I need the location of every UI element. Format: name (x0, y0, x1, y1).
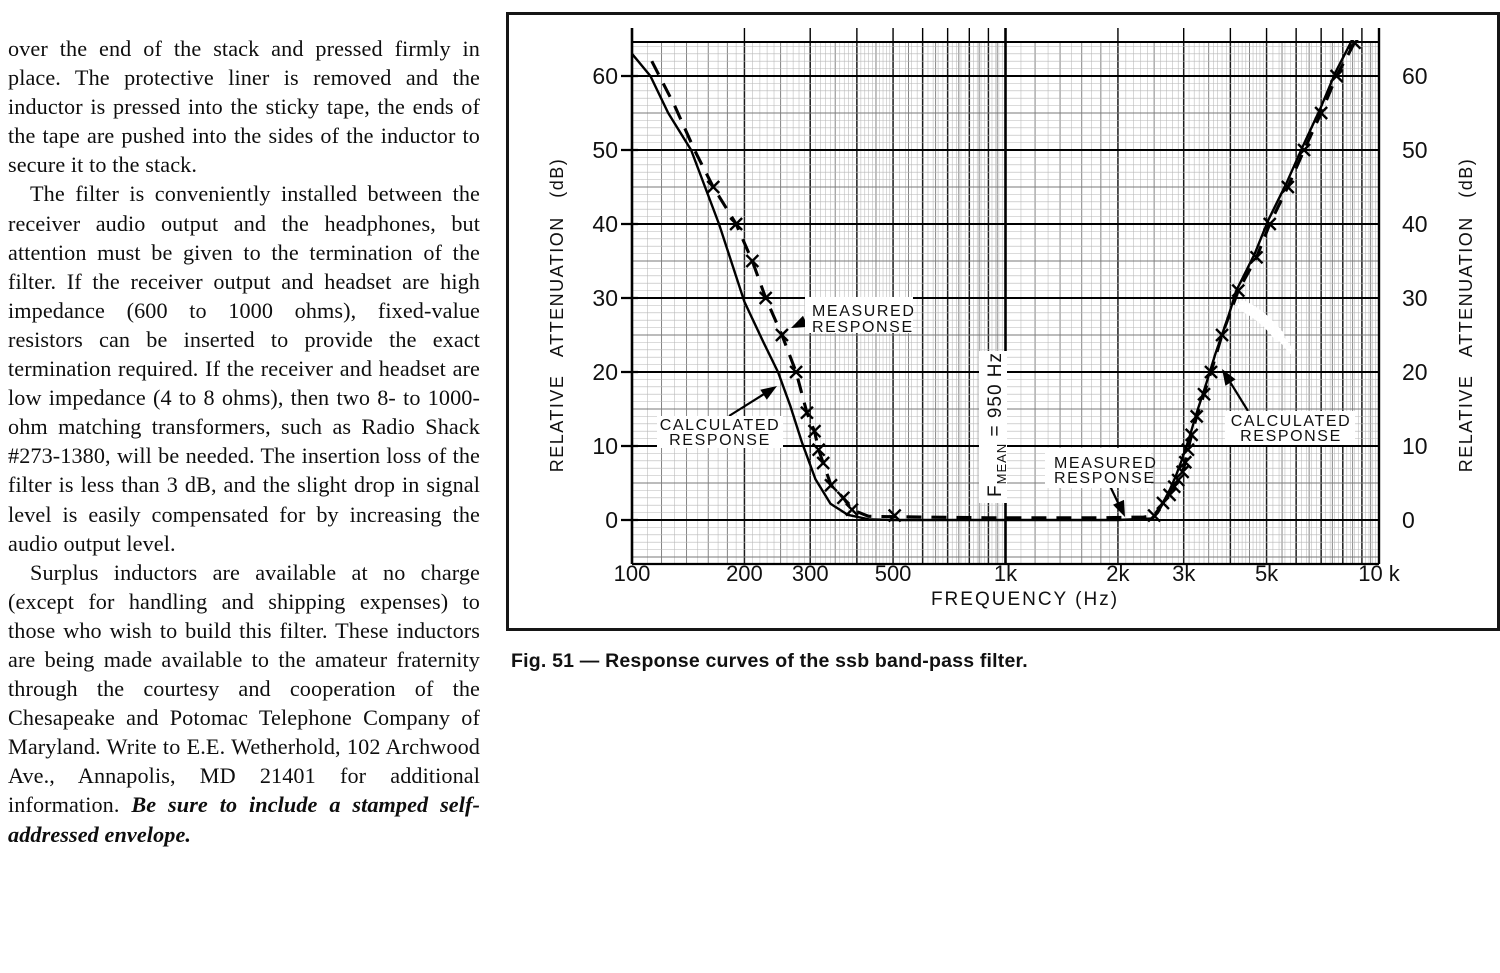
y-axis-title-left: RELATIVE ATTENUATION (dB) (547, 157, 567, 473)
paragraph-3: Surplus inductors are available at no charge (except for handling and shipping expenses) to those who wish to build this filter. These inductors are being made available to the amateur fraternity through the courtesy and cooperation of the Chesapeake and Potomac Telephone Company of Maryland. Write to E.E. Wetherhold, 102 Archwood Ave., Annapolis, MD 21401 for additional information. Be sure to include a stamped self-addressed envelope. (8, 559, 480, 847)
paragraph-1: over the end of the stack and pressed firmly in place. The protective liner is removed and the inductor is pressed into the sticky tape, the ends of the tape are pushed into the sides of the inductor to secure it to the stack. (8, 36, 480, 178)
x-tick-label: 3k (1172, 561, 1196, 586)
x-tick-label: 2k (1106, 561, 1130, 586)
y-tick-label-left: 20 (592, 359, 618, 385)
svg-text:MEASURED: MEASURED (1054, 455, 1158, 472)
calculated-left-callout (657, 386, 783, 449)
y-tick-label-right: 10 (1402, 433, 1428, 459)
y-tick-label-left: 10 (592, 433, 618, 459)
svg-text:RESPONSE: RESPONSE (1240, 428, 1342, 445)
y-axis-title-right: RELATIVE ATTENUATION (dB) (1456, 157, 1476, 473)
svg-text:RESPONSE: RESPONSE (1054, 470, 1156, 487)
svg-text:RESPONSE: RESPONSE (812, 319, 914, 336)
y-tick-label-left: 60 (592, 63, 618, 89)
x-tick-label: 200 (726, 561, 763, 586)
x-tick-label: 500 (874, 561, 912, 586)
y-tick-label-right: 30 (1402, 285, 1428, 311)
y-tick-label-right: 60 (1402, 63, 1428, 89)
y-tick-label-right: 40 (1402, 211, 1428, 237)
svg-text:MEASURED: MEASURED (812, 303, 916, 320)
x-tick-label: 100 (613, 561, 651, 586)
svg-text:CALCULATED: CALCULATED (1230, 413, 1352, 430)
svg-text:FMEAN = 950 Hz: $F_{MEAN} = 950$ Hz (985, 351, 1009, 497)
x-axis-title: FREQUENCY (Hz) (930, 589, 1120, 610)
arrowhead-icon (760, 386, 777, 400)
x-tick-label: 300 (791, 561, 829, 586)
f-mean-annotation (979, 351, 1009, 503)
response-chart (509, 15, 1497, 628)
y-tick-label-left: 40 (592, 211, 618, 237)
x-tick-label: 5k (1254, 561, 1279, 586)
y-tick-label-right: 0 (1402, 507, 1415, 533)
figure-51 (506, 12, 1500, 631)
y-tick-label-right: 20 (1402, 359, 1428, 385)
y-tick-label-left: 30 (592, 285, 618, 311)
svg-text:RESPONSE: RESPONSE (669, 432, 771, 449)
svg-text:CALCULATED: CALCULATED (659, 417, 781, 434)
y-tick-label-left: 50 (592, 137, 618, 163)
x-tick-label: 1k (993, 561, 1018, 586)
measured-left-callout (791, 297, 915, 336)
italic-closing-sentence: Be sure to include a stamped self-addressed envelope. (8, 792, 480, 847)
figure-caption: Fig. 51 — Response curves of the ssb band-pass filter. (511, 650, 1028, 672)
y-tick-label-left: 0 (605, 507, 618, 533)
y-tick-label-right: 50 (1402, 137, 1428, 163)
article-text-column (8, 34, 480, 849)
x-tick-label: 10 k (1358, 561, 1400, 586)
paragraph-2: The filter is conveniently installed between the receiver audio output and the headphones, but attention must be given to the termination of the filter. If the receiver output and headset are high impedance (600 to 1000 ohms), fixed-value resistors can be inserted to provide the exact termination required. If the receiver and headset are low impedance (4 to 8 ohms), then two 8- to 1000-ohm matching transformers, such as Radio Shack #273-1380, will be needed. The insertion loss of the filter is less than 3 dB, and the slight drop in signal level is easily compensated for by increasing the audio output level. (8, 181, 480, 556)
arrowhead-icon (1113, 500, 1125, 517)
